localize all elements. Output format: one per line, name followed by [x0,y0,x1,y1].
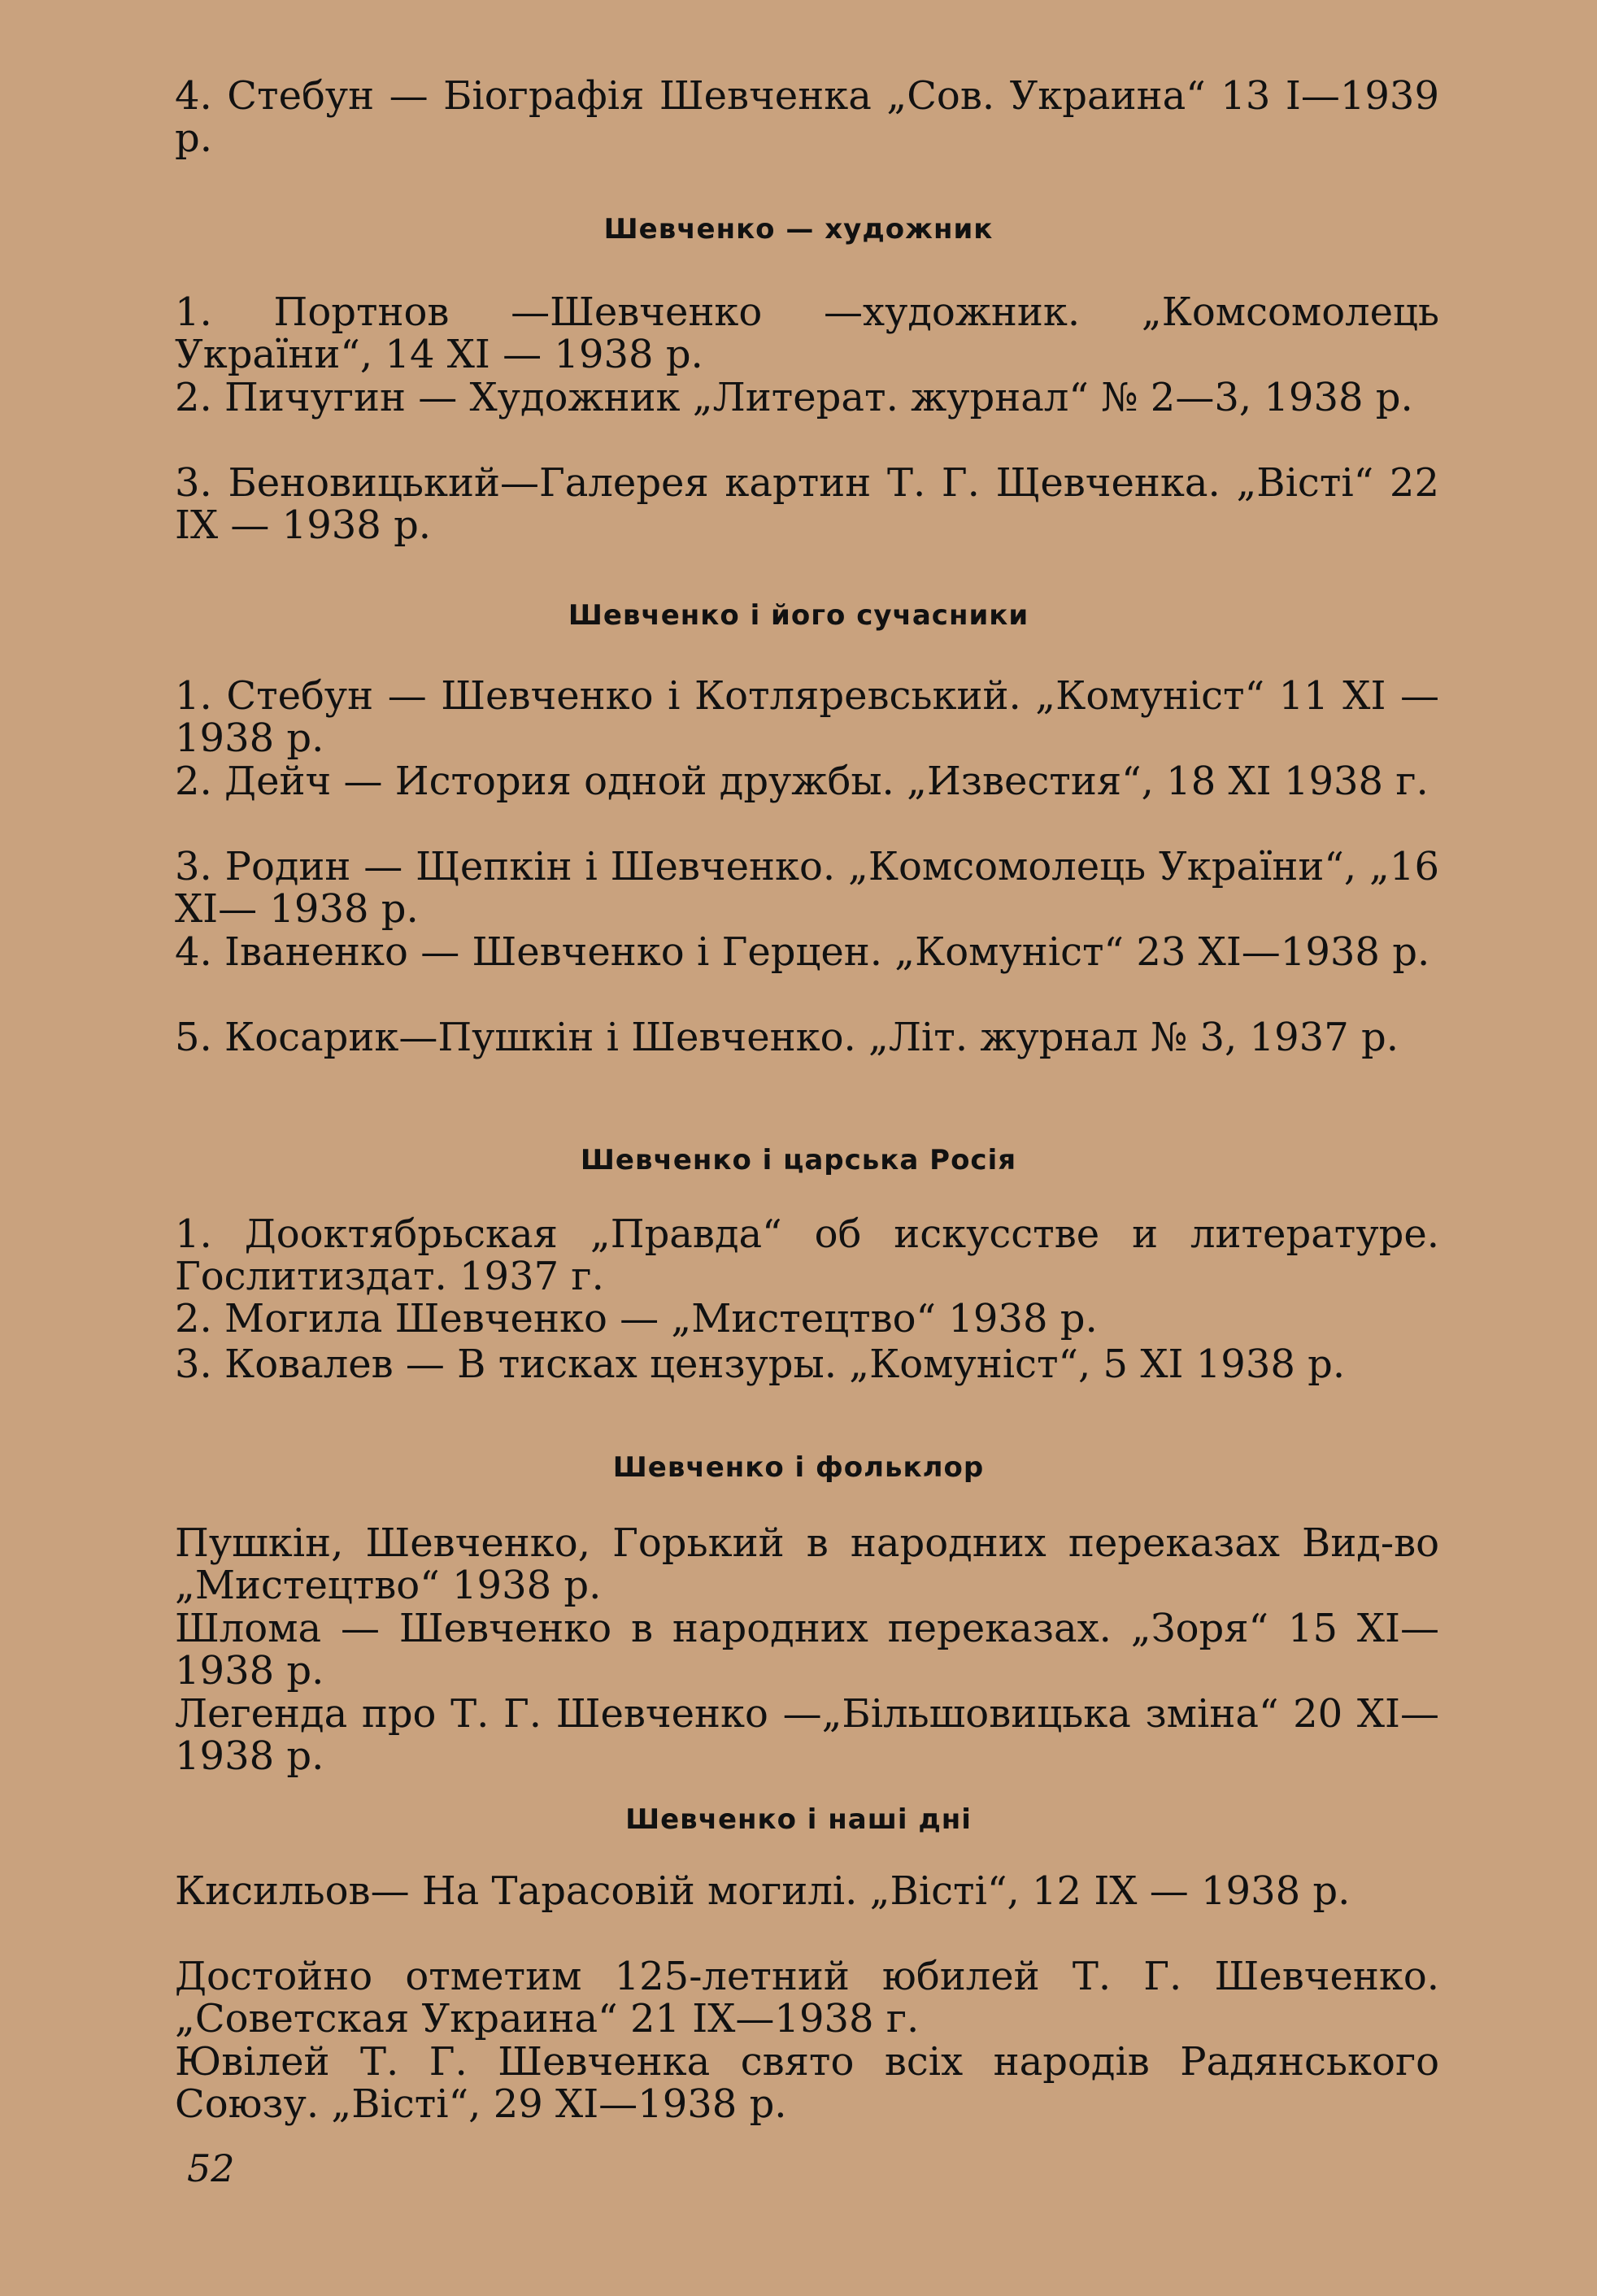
list-item: 1. Дооктябрьская „Правда“ об искусстве и литературе. Гослитиздат. 1937 г. [175,1211,1439,1299]
section-heading: Шевченко — художник [603,213,994,246]
list-item: 5. Косарик—Пушкін і Шевченко. „Літ. журнал № 3, 1937 р. [175,1015,1399,1060]
section-heading: Шевченко і царська Росія [580,1144,1017,1176]
section-heading: Шевченко і його сучасники [568,599,1029,632]
list-item: Пушкін, Шевченко, Горький в народних переказах Вид-во „Мистецтво“ 1938 р. [175,1520,1439,1608]
section-heading: Шевченко і фольклор [612,1451,985,1484]
list-item: 3. Родин — Щепкін і Шевченко. „Комсомолець України“, „16 XI— 1938 р. [175,844,1439,932]
list-item: 1. Стебун — Шевченко і Котляревський. „Комуніст“ 11 XI — 1938 р. [175,673,1439,761]
list-item: 2. Пичугин — Художник „Литерат. журнал“ № 2—3, 1938 р. [175,375,1413,420]
list-item: Легенда про Т. Г. Шевченко —„Більшовицька зміна“ 20 XI—1938 р. [175,1691,1439,1779]
list-item: 2. Могила Шевченко — „Мистецтво“ 1938 р. [175,1296,1098,1342]
list-item: 4. Стебун — Біографія Шевченка „Сов. Украина“ 13 I—1939 р. [175,73,1439,161]
list-item: 4. Іваненко — Шевченко і Герцен. „Комуніст“ 23 XI—1938 р. [175,929,1430,975]
list-item: 3. Ковалев — В тисках цензуры. „Комуніст“, 5 XI 1938 р. [175,1342,1346,1387]
list-item: 1. Портнов —Шевченко —художник. „Комсомолець України“, 14 XI — 1938 р. [175,289,1439,377]
list-item: Достойно отметим 125-летний юбилей Т. Г. Шевченко. „Советская Украина“ 21 IX—1938 г. [175,1954,1439,2042]
list-item: Шлома — Шевченко в народних переказах. „Зоря“ 15 XI—1938 р. [175,1606,1439,1694]
section-heading: Шевченко і наші дні [625,1803,972,1836]
list-item: Ювілей Т. Г. Шевченка свято всіх народів Радянського Союзу. „Вісті“, 29 XI—1938 р. [175,2039,1439,2127]
list-item: 3. Бенoвицький—Галерея картин Т. Г. Щевченка. „Вісті“ 22 IX — 1938 р. [175,460,1439,548]
page-number: 52 [187,2146,235,2190]
list-item: Кисильов— На Тарасовій могилі. „Вісті“, 12 IX — 1938 р. [175,1868,1351,1914]
list-item: 2. Дейч — История одной дружбы. „Известия“, 18 XI 1938 г. [175,759,1429,804]
